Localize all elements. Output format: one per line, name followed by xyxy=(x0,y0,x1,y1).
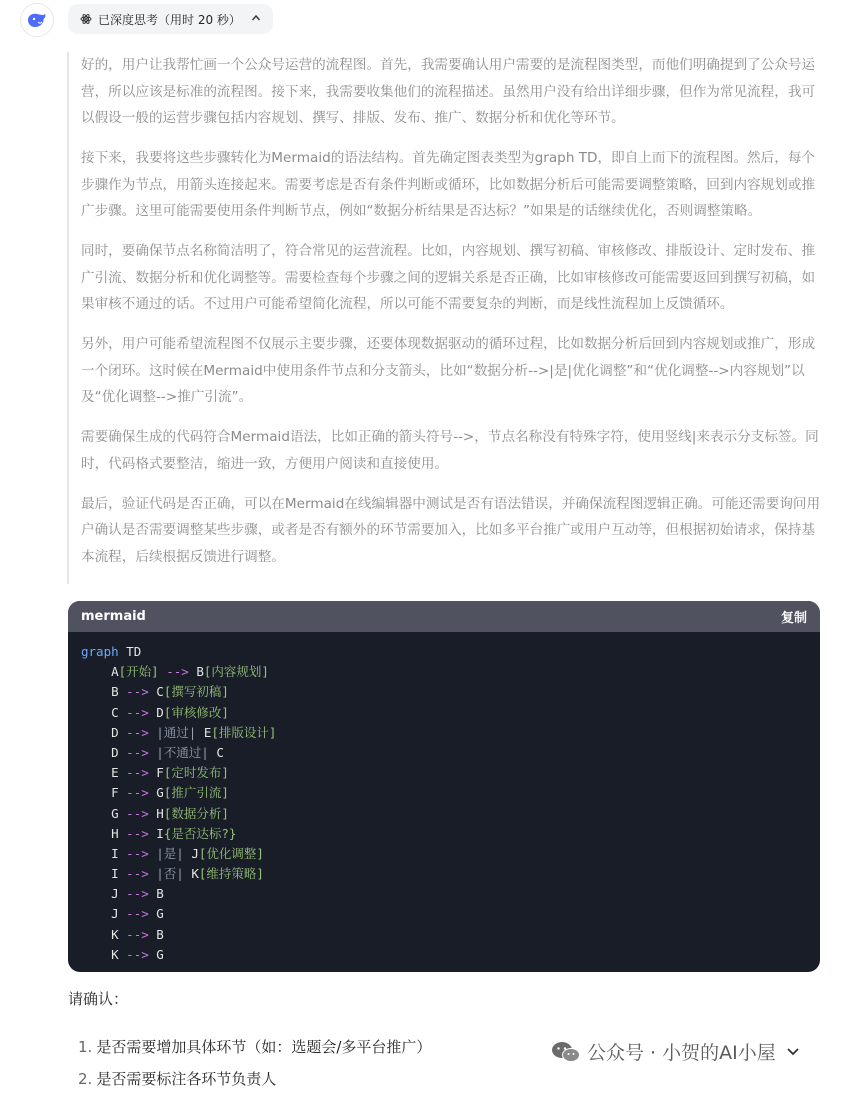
scroll-down-button[interactable] xyxy=(778,1036,808,1066)
code-token: C xyxy=(156,684,164,700)
code-token: G xyxy=(156,785,164,801)
code-token: F xyxy=(156,765,164,781)
code-token: D xyxy=(156,704,164,720)
chevron-down-icon xyxy=(785,1043,801,1059)
code-token: [数据分析] xyxy=(163,805,229,821)
code-line xyxy=(81,904,807,924)
code-token: --> xyxy=(126,684,149,700)
code-token: [开始] xyxy=(118,664,159,680)
code-line xyxy=(81,864,807,884)
code-line xyxy=(81,723,807,743)
code-line xyxy=(81,824,807,844)
code-token: --> xyxy=(126,704,149,720)
code-language-label: mermaid xyxy=(81,609,146,624)
code-token: C xyxy=(216,744,224,760)
deepseek-whale-icon xyxy=(26,11,48,29)
code-token: --> xyxy=(126,946,149,962)
watermark-text: 公众号 · 小贺的AI小屋 xyxy=(587,1042,776,1064)
code-token: K xyxy=(111,926,119,942)
code-token: --> xyxy=(126,785,149,801)
code-token: --> xyxy=(126,906,149,922)
code-token: G xyxy=(156,946,164,962)
code-token: [内容规划] xyxy=(203,664,269,680)
code-keyword: graph xyxy=(81,644,119,659)
think-paragraph: 另外，用户可能希望流程图不仅展示主要步骤，还要体现数据驱动的循环过程，比如数据分析后回到内容规划或推广，形成一个闭环。这时候在Mermaid中使用条件节点和分支箭头，比如“数据分析-->|是|优化调整”和“优化调整-->内容规划”以及“优化调整-->推广引流”。 xyxy=(81,336,816,405)
code-token: A xyxy=(111,664,119,680)
code-line xyxy=(81,804,807,824)
code-token: |否| xyxy=(156,866,184,882)
code-line xyxy=(81,925,807,945)
code-line xyxy=(81,703,807,723)
code-token: [推广引流] xyxy=(163,785,229,801)
avatar xyxy=(20,3,54,37)
code-token: --> xyxy=(126,825,149,841)
code-token: --> xyxy=(126,805,149,821)
chevron-up-icon xyxy=(251,13,261,26)
code-token: [维持策略] xyxy=(198,866,264,882)
code-line xyxy=(81,783,807,803)
code-token: D xyxy=(111,744,119,760)
code-token: H xyxy=(111,825,119,841)
list-item xyxy=(78,1031,431,1063)
code-token: [定时发布] xyxy=(163,765,229,781)
code-token: C xyxy=(111,704,119,720)
code-token: --> xyxy=(126,744,149,760)
code-body xyxy=(68,632,820,965)
think-paragraph: 需要确保生成的代码符合Mermaid语法，比如正确的箭头符号-->，节点名称没有特殊字符，使用竖线|来表示分支标签。同时，代码格式要整洁，缩进一致，方便用户阅读和直接使用。 xyxy=(81,429,819,472)
code-token: D xyxy=(111,724,119,740)
code-token: {是否达标?} xyxy=(163,825,237,841)
list-text: 是否需要增加具体环节（如：选题会/多平台推广） xyxy=(96,1038,432,1056)
code-token: --> xyxy=(126,926,149,942)
code-token: |通过| xyxy=(156,724,197,740)
code-header xyxy=(68,601,820,632)
code-token: --> xyxy=(126,845,149,861)
code-line xyxy=(81,945,807,965)
confirm-list xyxy=(78,1031,431,1095)
code-token: I xyxy=(111,845,119,861)
think-paragraph: 接下来，我要将这些步骤转化为Mermaid的语法结构。首先确定图表类型为graph TD，即自上而下的流程图。然后，每个步骤作为节点，用箭头连接起来。需要考虑是否有条件判断或循环，比如数据分析后可能需要调整策略，回到内容规划或推广步骤。这里可能需要使用条件判断节点，例如“数据分析结果是否达标？”如果是的话继续优化，否则调整策略。 xyxy=(81,150,816,219)
list-number: 2. xyxy=(78,1070,93,1088)
code-line xyxy=(81,662,807,682)
code-line xyxy=(81,884,807,904)
code-token: K xyxy=(111,946,119,962)
code-token: J xyxy=(111,906,119,922)
code-token: E xyxy=(203,724,212,740)
list-number: 1. xyxy=(78,1038,93,1056)
code-block xyxy=(68,601,820,972)
code-token: B xyxy=(156,886,164,902)
think-toggle-button[interactable] xyxy=(68,4,273,34)
atom-icon xyxy=(80,13,92,25)
code-token: K xyxy=(191,866,199,882)
think-toggle-label: 已深度思考（用时 20 秒） xyxy=(98,12,241,27)
code-token: --> xyxy=(126,724,149,740)
code-token: I xyxy=(156,825,164,841)
code-token: G xyxy=(111,805,119,821)
code-token: B xyxy=(111,684,119,700)
code-token: E xyxy=(111,765,119,781)
think-paragraph: 同时，要确保节点名称简洁明了，符合常见的运营流程。比如，内容规划、撰写初稿、审核修改、排版设计、定时发布、推广引流、数据分析和优化调整等。需要检查每个步骤之间的逻辑关系是否正确，比如审核修改可能需要返回到撰写初稿，如果审核不通过的话。不过用户可能希望简化流程，所以可能不需要复杂的判断，而是线性流程加上反馈循环。 xyxy=(81,243,816,312)
code-token: --> xyxy=(126,886,149,902)
watermark xyxy=(551,1038,776,1065)
code-token: |不通过| xyxy=(156,744,209,760)
think-paragraph: 最后，验证代码是否正确，可以在Mermaid在线编辑器中测试是否有语法错误，并确保流程图逻辑正确。可能还需要询问用户确认是否需要调整某些步骤，或者是否有额外的环节需要加入，比如多平台推广或用户互动等，但根据初始请求，保持基本流程，后续根据反馈进行调整。 xyxy=(81,495,821,565)
code-token: [撰写初稿] xyxy=(163,684,229,700)
code-line xyxy=(81,682,807,702)
code-token: [审核修改] xyxy=(163,704,229,720)
code-token: I xyxy=(111,866,119,882)
code-token: [优化调整] xyxy=(198,845,264,861)
wechat-icon xyxy=(551,1040,581,1064)
list-text: 是否需要标注各环节负责人 xyxy=(96,1070,277,1088)
code-token: J xyxy=(111,886,119,902)
code-token: |是| xyxy=(156,845,184,861)
code-token: H xyxy=(156,805,164,821)
code-token: G xyxy=(156,906,164,922)
thinking-content xyxy=(67,52,827,584)
code-line xyxy=(81,763,807,783)
code-token: B xyxy=(196,664,204,680)
code-token: --> xyxy=(126,866,149,882)
think-paragraph: 好的，用户让我帮忙画一个公众号运营的流程图。首先，我需要确认用户需要的是流程图类型，而他们明确提到了公众号运营，所以应该是标准的流程图。接下来，我需要收集他们的流程描述。虽然用户没有给出详细步骤，但作为常见流程，我可以假设一般的运营步骤包括内容规划、撰写、排版、发布、推广、数据分析和优化等环节。 xyxy=(81,57,816,126)
code-token: --> xyxy=(166,664,189,680)
code-token: --> xyxy=(126,765,149,781)
code-token: B xyxy=(156,926,164,942)
code-line xyxy=(81,743,807,763)
list-item xyxy=(78,1063,431,1095)
confirm-heading: 请确认： xyxy=(68,990,129,1008)
code-token: F xyxy=(111,785,119,801)
code-token: [排版设计] xyxy=(211,724,277,740)
code-direction: TD xyxy=(126,644,142,659)
code-line xyxy=(81,642,807,662)
copy-button[interactable]: 复制 xyxy=(780,611,807,626)
code-token: J xyxy=(191,845,199,861)
code-line xyxy=(81,844,807,864)
